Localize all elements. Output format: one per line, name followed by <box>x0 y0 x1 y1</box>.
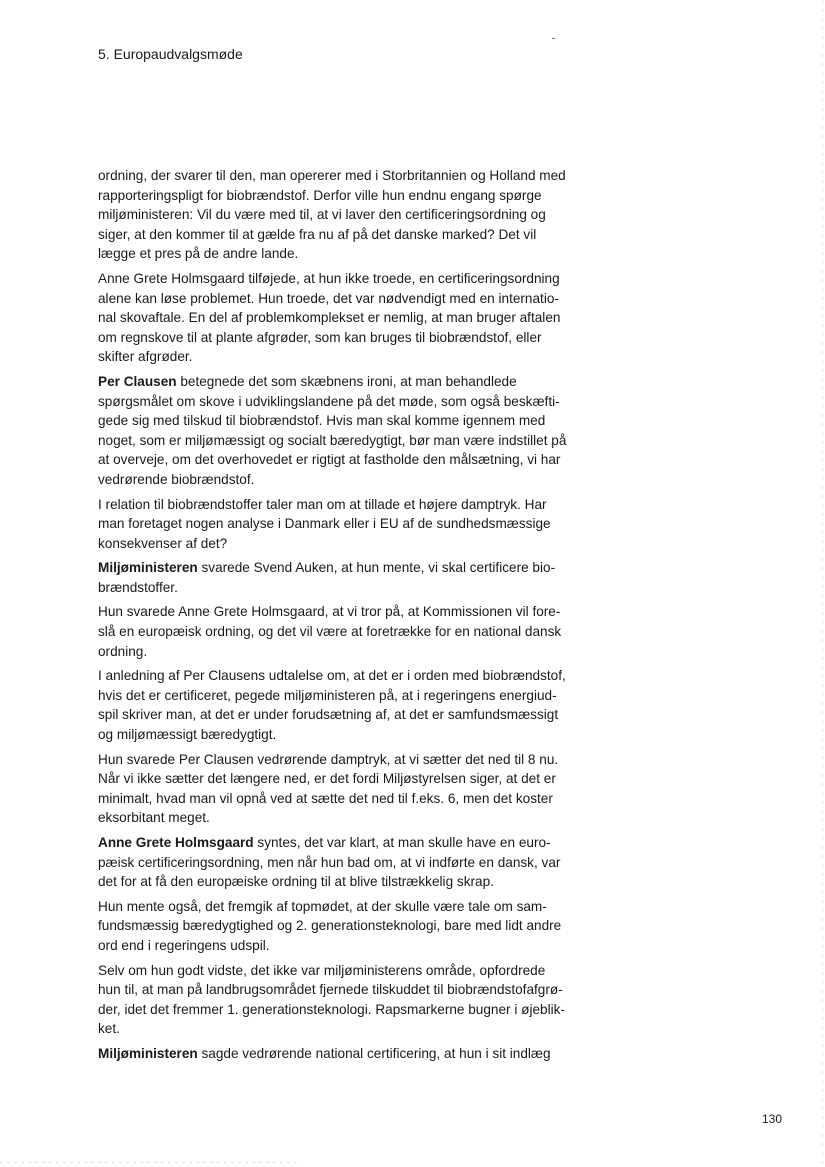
speaker-name: Miljøministeren <box>98 560 198 576</box>
paragraph: Hun svarede Anne Grete Holmsgaard, at vi tror på, at Kommissionen vil fore- slå en europæisk ordning, og det vil være at foretrække for en national dansk ordning. <box>98 604 562 659</box>
paragraph: Miljøministeren svarede Svend Auken, at hun mente, vi skal certificere bio- brændstoffer. <box>98 560 556 595</box>
body-text <box>98 166 583 1069</box>
page-number: 130 <box>762 1112 783 1126</box>
scan-edge-artifact <box>822 0 823 1167</box>
paragraph: Hun svarede Per Clausen vedrørende damptryk, at vi sætter det ned til 8 nu. Når vi ikke sætter det længere ned, er det fordi Miljøstyrelsen siger, at det er minimalt, hvad man vil opnå ved at sætte det ned til f.eks. 6, men det koster eksorbitant meget. <box>98 751 559 826</box>
scan-speck <box>552 38 555 39</box>
paragraph: Per Clausen betegnede det som skæbnens ironi, at man behandlede spørgsmålet om skove i udviklingslandene på det møde, som også beskæfti- gede sig med tilskud til biobrændstof. Hvis man skal komme igennem med noget, som er miljømæssigt og socialt bæredygtigt, bør man være indstillet på at overveje, om det overhovedet er rigtigt at fastholde den målsætning, vi har vedrørende biobrændstof. <box>98 373 567 487</box>
paragraph: ordning, der svarer til den, man opererer med i Storbritannien og Holland med rapporteringspligt for biobrændstof. Derfor ville hun endnu engang spørge miljøministeren: Vil du være med til, at vi laver den certificeringsordning og siger, at den kommer til at gælde fra nu af på det danske marked? Det vil lægge et pres på de andre lande. <box>98 168 566 262</box>
paragraph: Miljøministeren sagde vedrørende national certificering, at hun i sit indlæg <box>98 1045 551 1061</box>
paragraph: I relation til biobrændstoffer taler man om at tillade et højere damptryk. Har man foretaget nogen analyse i Danmark eller i EU af de sundhedsmæssige konsekvenser af det? <box>98 496 551 551</box>
page-header: 5. Europaudvalgsmøde <box>98 46 243 62</box>
paragraph: Hun mente også, det fremgik af topmødet, at der skulle være tale om sam- fundsmæssig bæredygtighed og 2. generationsteknologi, bare med lidt andre ord end i regeringens udspil. <box>98 898 562 953</box>
scan-bottom-artifact <box>0 1162 300 1163</box>
speaker-name: Miljøministeren <box>98 1045 198 1061</box>
paragraph: Selv om hun godt vidste, det ikke var miljøministerens område, opfordrede hun til, at man på landbrugsområdet fjernede tilskuddet til biobrændstofafgrø- der, idet det fremmer 1. generationsteknologi. Rapsmarkerne bugner i øjeblik- ket. <box>98 962 565 1037</box>
paragraph: Anne Grete Holmsgaard syntes, det var klart, at man skulle have en euro- pæisk certificeringsordning, men når hun bad om, at vi indførte en dansk, var det for at få den europæiske ordning til at blive tilstrækkelig skrap. <box>98 835 561 890</box>
speaker-name: Anne Grete Holmsgaard <box>98 835 254 850</box>
speaker-name: Per Clausen <box>98 373 177 389</box>
paragraph: I anledning af Per Clausens udtalelse om, at det er i orden med biobrændstof, hvis det er certificeret, pegede miljøministeren på, at i regeringens energiud- spil skriver man, at det er under forudsætning af, at det er samfundsmæssigt og miljømæssigt bæredygtigt. <box>98 668 566 743</box>
paragraph: Anne Grete Holmsgaard tilføjede, at hun ikke troede, en certificeringsordning alene kan løse problemet. Hun troede, det var nødvendigt med en internatio- nal skovaftale. En del af problemkomplekset er nemlig, at man bruger aftalen om regnskove til at plante afgrøder, som kan bruges til biobrændstof, eller skifter afgrøder. <box>98 270 561 365</box>
